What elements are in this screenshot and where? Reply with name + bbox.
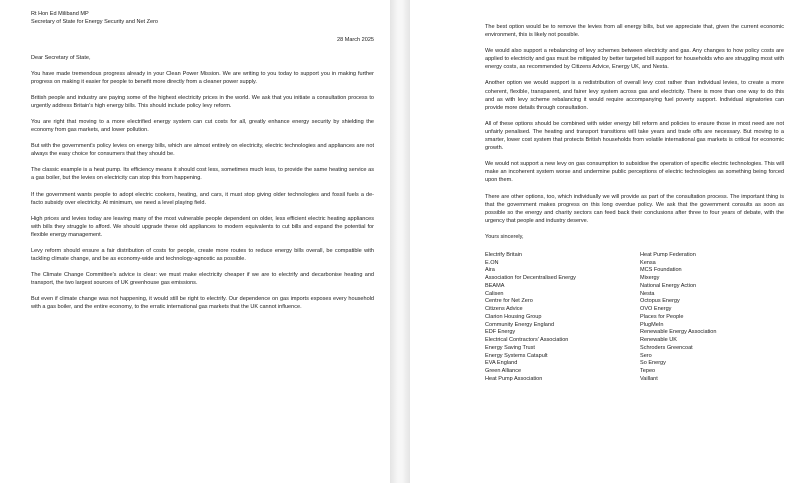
letter-page-2 (410, 0, 800, 483)
paragraph: If the government wants people to adopt electric cookers, heating, and cars, it must stop giving older technologies and fossil fuels a de-facto subsidy over electricity. At minimum, we need a level playing field. (31, 191, 374, 206)
paragraph: We would not support a new levy on gas consumption to subsidise the operation of specific electric technologies. This will make an incoherent system worse and undermine public perceptions of electric technologies as something being forced upon them. (485, 161, 784, 184)
signatory: National Energy Action (640, 282, 697, 289)
signatories-column-1 (485, 252, 640, 384)
signatory: Nesta (640, 290, 655, 297)
signatories-list (485, 252, 784, 384)
signatory: Aira (485, 267, 495, 274)
signatory: Schroders Greencoat (640, 344, 693, 351)
letter-date: 28 March 2025 (336, 37, 374, 44)
signatory: Energy Systems Catapult (485, 352, 548, 359)
recipient-name: Rt Hon Ed Miliband MP (31, 11, 89, 17)
letter-page-1 (0, 0, 390, 483)
signatory: Octopus Energy (640, 298, 680, 305)
signatory: Energy Saving Trust (485, 344, 535, 351)
signatory: Sero (640, 352, 652, 359)
signatory: Kensa (640, 259, 656, 266)
signatory: Heat Pump Federation (640, 251, 696, 258)
paragraph: You have made tremendous progress already in your Clean Power Mission. We are writing to you today to support you in making further progress on making it easier for people to benefit more directly from a cleaner power supply. (31, 70, 374, 85)
signatory: Renewable UK (640, 337, 678, 344)
paragraph: We would also support a rebalancing of levy schemes between electricity and gas. Any changes to how policy costs are applied to electricity and gas must be mitigated by better targeted bill support for households who are struggling most with energy costs, as recommended by Citizens Advice, Energy UK, and Nesta. (485, 48, 784, 71)
signoff: Yours sincerely, (485, 233, 524, 240)
signatory: Heat Pump Association (485, 375, 543, 382)
paragraph: You are right that moving to a more electrified energy system can cut costs for all, greatly enhance energy security by shielding the economy from gas markets, and lower pollution. (31, 118, 374, 134)
signatory: Tepeo (640, 368, 656, 375)
signatory: Electrical Contractors' Association (485, 337, 569, 344)
paragraph: The Climate Change Committee's advice is clear: we must make electricity cheaper if we are to electrify and decarbonise heating and transport, the two largest sources of UK greenhouse gas emissions. (31, 272, 374, 287)
signatory: Mixergy (640, 275, 660, 282)
paragraph: Another option we would support is a redistribution of overall levy cost rather than individual levies, to create a more coherent, flexible, transparent, and fairer levy system across gas and electricity. There is more than one way to do this and as with levy scheme rebalancing it would require accompanying fuel poverty support. Individual signatories can provide more details through consultation. (485, 80, 784, 111)
paragraph: British people and industry are paying some of the highest electricity prices in the world. We ask that you initiate a consultation process to urgently address Britain's high energy bills. This should include policy levy reform. (31, 94, 374, 109)
signatory: Citizens Advice (485, 306, 523, 313)
paragraph: There are other options, too, which individually we will provide as part of the consultation process. The important thing is that the government makes progress on this long overdue policy. We ask that the government consults as soon as possible so the energy and charity sectors can feed back their conclusions after three to four years of debate, with the urgency that people and industry deserve. (485, 193, 784, 224)
signatory: EDF Energy (485, 329, 516, 336)
signatory: MCS Foundation (640, 267, 682, 274)
signatory: EVA England (485, 360, 518, 367)
recipient-title: Secretary of State for Energy Security and Net Zero (31, 19, 159, 26)
paragraph: But even if climate change was not happening, it would still be right to electrify. Our dependence on gas imports exposes every household with a gas boiler, and the entire economy, to the erratic international gas markets that the UK cannot influence. (31, 296, 374, 311)
signatory: E.ON (485, 259, 499, 266)
recipient-address (31, 10, 374, 26)
page-gutter (390, 0, 410, 483)
paragraph: The classic example is a heat pump. Its efficiency means it should cost less, sometimes much less, to provide the same heating service as a gas boiler, but the levies on electricity can stop this from happening. (31, 167, 374, 182)
paragraph: All of these options should be combined with wider energy bill reform and policies to ensure those in most need are not unfairly penalised. The heating and transport transitions will take years and trade offs are necessary. But moving to a smarter, lower cost system that protects British households from volatile international gas markets is critical for economic growth. (485, 120, 784, 152)
signatory: Places for People (640, 313, 684, 320)
signatory: Clarion Housing Group (485, 313, 542, 320)
salutation: Dear Secretary of State, (31, 54, 91, 61)
signatory: Community Energy England (485, 321, 555, 328)
signatory: Vaillant (640, 375, 658, 382)
signatory: So Energy (640, 360, 666, 367)
signatory: BEAMA (485, 282, 505, 289)
signatory: Green Alliance (485, 368, 522, 375)
signatory: Renewable Energy Association (640, 329, 717, 336)
paragraph: Levy reform should ensure a fair distribution of costs for people, create more routes to reduce energy bills overall, be compatible with tackling climate change, and be as economy-wide and technology-agnostic as possible. (31, 248, 374, 263)
signatory: Electrify Britain (485, 251, 522, 258)
paragraph: High prices and levies today are leaving many of the most vulnerable people dependent on older, less efficient electric heating appliances with bills they struggle to afford. We should upgrade these old appliances to modern equivalents to cut bills and expand the potential for flexible energy management. (31, 215, 374, 238)
signatory: Centre for Net Zero (485, 298, 533, 305)
signatory: PlugMeIn (640, 321, 664, 328)
paragraph: But with the government's policy levies on energy bills, which are almost entirely on electricity, electric technologies and appliances are not always the easy choice for consumers that they should be. (31, 143, 374, 158)
signatory: Calisen (485, 290, 504, 297)
signatory: OVO Energy (640, 306, 672, 313)
paragraph: The best option would be to remove the levies from all energy bills, but we appreciate that, given the current economic environment, this is likely not possible. (485, 24, 784, 39)
signatory: Association for Decentralised Energy (485, 275, 576, 282)
signatories-column-2 (640, 252, 790, 384)
